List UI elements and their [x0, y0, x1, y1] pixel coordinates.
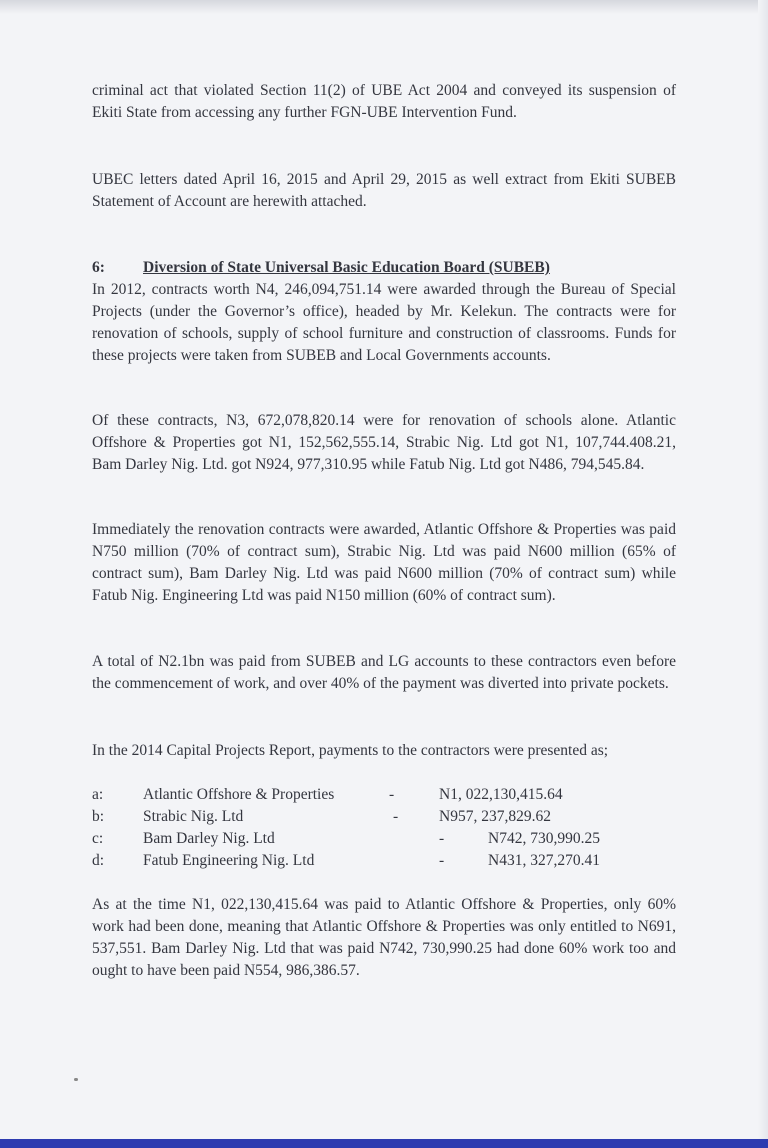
- paragraph-text: A total of N2.1bn was paid from SUBEB and LG accounts to these contractors even before the commencement of work, and over 40% of the payment was diverted into private pockets.: [92, 653, 676, 692]
- payment-amount: N957, 237,829.62: [439, 808, 551, 825]
- list-item: [92, 850, 676, 872]
- paragraph-capital-report: [92, 740, 676, 762]
- scan-speck: [74, 1078, 78, 1081]
- payment-amount: N431, 327,270.41: [488, 852, 600, 869]
- dash-separator: -: [439, 852, 445, 869]
- paragraph-suspension: [92, 80, 676, 124]
- scan-bottom-bar: [0, 1139, 768, 1148]
- paragraph-total-paid: [92, 651, 676, 695]
- scan-top-shadow: [0, 0, 768, 14]
- section-heading: [92, 257, 676, 279]
- item-letter: a:: [92, 786, 104, 803]
- contractor-name: Atlantic Offshore & Properties: [143, 786, 335, 803]
- contractor-name: Strabic Nig. Ltd: [143, 808, 244, 825]
- paragraph-text: As at the time N1, 022,130,415.64 was paid to Atlantic Offshore & Properties, only 60% work had been done, meaning that Atlantic Offshore & Properties was only entitled to N691, 537,551. Bam Darley Nig. Ltd that was paid N742, 730,990.25 had done 60% work too and ought to have been paid N554, 986,386.57.: [92, 896, 676, 979]
- paragraph-letters: [92, 169, 676, 213]
- payment-amount: N1, 022,130,415.64: [439, 786, 563, 803]
- list-item: [92, 806, 676, 828]
- paragraph-payments-made: [92, 519, 676, 607]
- contractor-name: Bam Darley Nig. Ltd: [143, 830, 275, 847]
- paragraph-renovation: [92, 410, 676, 476]
- dash-separator: -: [389, 786, 395, 803]
- paragraph-work-done: [92, 894, 676, 982]
- paragraph-text: In the 2014 Capital Projects Report, payments to the contractors were presented as;: [92, 742, 609, 759]
- dash-separator: -: [439, 830, 445, 847]
- paragraph-text: Immediately the renovation contracts were awarded, Atlantic Offshore & Properties was paid N750 million (70% of contract sum), Strabic Nig. Ltd was paid N600 million (65% of contract sum), Bam Darley Nig. Ltd was paid N600 million (70% of contract sum) while Fatub Nig. Engineering Ltd was paid N150 million (60% of contract sum).: [92, 521, 676, 604]
- scan-right-edge: [758, 0, 768, 1148]
- payment-amount: N742, 730,990.25: [488, 830, 600, 847]
- dash-separator: -: [393, 808, 399, 825]
- section-title: Diversion of State Universal Basic Education Board (SUBEB): [143, 259, 550, 276]
- payments-list: [92, 784, 676, 872]
- paragraph-contracts-2012: [92, 279, 676, 367]
- contractor-name: Fatub Engineering Nig. Ltd: [143, 852, 315, 869]
- item-letter: d:: [92, 852, 105, 869]
- item-letter: c:: [92, 830, 104, 847]
- paragraph-text: Of these contracts, N3, 672,078,820.14 were for renovation of schools alone. Atlantic Offshore & Properties got N1, 152,562,555.14, Strabic Nig. Ltd got N1, 107,744.408.21, Bam Darley Nig. Ltd. got N924, 977,310.95 while Fatub Nig. Ltd got N486, 794,545.84.: [92, 412, 676, 473]
- list-item: [92, 784, 676, 806]
- section-number: 6:: [92, 259, 105, 276]
- paragraph-text: In 2012, contracts worth N4, 246,094,751.14 were awarded through the Bureau of Special Projects (under the Governor’s office), headed by Mr. Kelekun. The contracts were for renovation of schools, supply of school furniture and construction of classrooms. Funds for these projects were taken from SUBEB and Local Governments accounts.: [92, 281, 676, 364]
- item-letter: b:: [92, 808, 105, 825]
- paragraph-text: criminal act that violated Section 11(2) of UBE Act 2004 and conveyed its suspension of Ekiti State from accessing any further FGN-UBE Intervention Fund.: [92, 82, 676, 121]
- paragraph-text: UBEC letters dated April 16, 2015 and April 29, 2015 as well extract from Ekiti SUBEB Statement of Account are herewith attached.: [92, 171, 676, 210]
- list-item: [92, 828, 676, 850]
